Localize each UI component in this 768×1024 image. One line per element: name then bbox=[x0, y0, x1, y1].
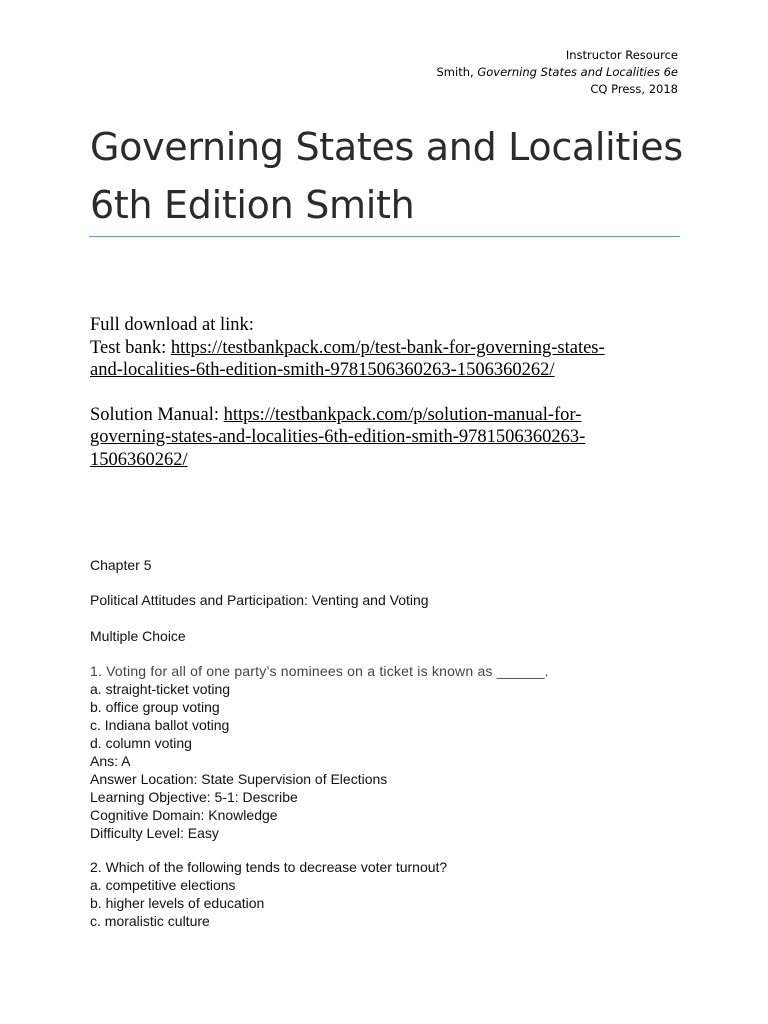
learning-objective: Learning Objective: 5-1: Describe bbox=[90, 789, 298, 805]
title-line-1: Governing States and Localities bbox=[90, 125, 683, 169]
header-book-line bbox=[437, 64, 679, 81]
answer-key: Ans: A bbox=[90, 753, 131, 769]
title-line-2: 6th Edition Smith bbox=[90, 183, 415, 227]
test-bank-link-line-1: https://testbankpack.com/p/test-bank-for-governing-states- bbox=[170, 337, 605, 358]
download-intro: Full download at link: bbox=[90, 315, 254, 335]
chapter-number: Chapter 5 bbox=[90, 557, 152, 573]
solution-label: Solution Manual: bbox=[90, 404, 224, 425]
links-spacer bbox=[90, 382, 690, 404]
test-bank-row bbox=[90, 337, 690, 382]
answer-option: d. column voting bbox=[90, 735, 192, 751]
download-links bbox=[90, 314, 690, 471]
page-title bbox=[90, 118, 690, 234]
test-bank-label: Test bank: bbox=[90, 337, 171, 358]
answer-location: Answer Location: State Supervision of Elections bbox=[90, 771, 388, 787]
solution-link-line-2: governing-states-and-localities-6th-edition-smith-9781506360263- bbox=[90, 427, 586, 447]
test-bank-link-line-2: and-localities-6th-edition-smith-9781506360263-1506360262/ bbox=[90, 360, 555, 380]
answer-option: b. office group voting bbox=[90, 699, 220, 715]
solution-link-line-3: 1506360262/ bbox=[90, 449, 188, 470]
answer-option: b. higher levels of education bbox=[90, 895, 265, 911]
question-1 bbox=[90, 662, 690, 842]
solution-link-line-1: https://testbankpack.com/p/solution-manual-for- bbox=[223, 404, 582, 425]
question-2 bbox=[90, 858, 690, 930]
header-author: Smith, bbox=[436, 65, 474, 79]
chapter-title: Political Attitudes and Participation: Venting and Voting bbox=[90, 592, 429, 608]
title-divider bbox=[89, 236, 680, 237]
header-resource: Instructor Resource bbox=[565, 48, 678, 62]
solution-row bbox=[90, 404, 690, 472]
section-heading: Multiple Choice bbox=[90, 628, 186, 644]
question-stem: 2. Which of the following tends to decrease voter turnout? bbox=[90, 859, 448, 875]
difficulty-level: Difficulty Level: Easy bbox=[90, 825, 219, 841]
answer-option: a. competitive elections bbox=[90, 877, 236, 893]
question-stem: 1. Voting for all of one party’s nominees on a ticket is known as ______. bbox=[90, 663, 549, 679]
answer-option: a. straight-ticket voting bbox=[90, 681, 231, 697]
header-book-title: Governing States and Localities 6e bbox=[477, 65, 678, 79]
cognitive-domain: Cognitive Domain: Knowledge bbox=[90, 807, 278, 823]
answer-option: c. moralistic culture bbox=[90, 913, 210, 929]
page-header bbox=[437, 47, 679, 98]
answer-option: c. Indiana ballot voting bbox=[90, 717, 230, 733]
header-publisher: CQ Press, 2018 bbox=[590, 82, 678, 96]
